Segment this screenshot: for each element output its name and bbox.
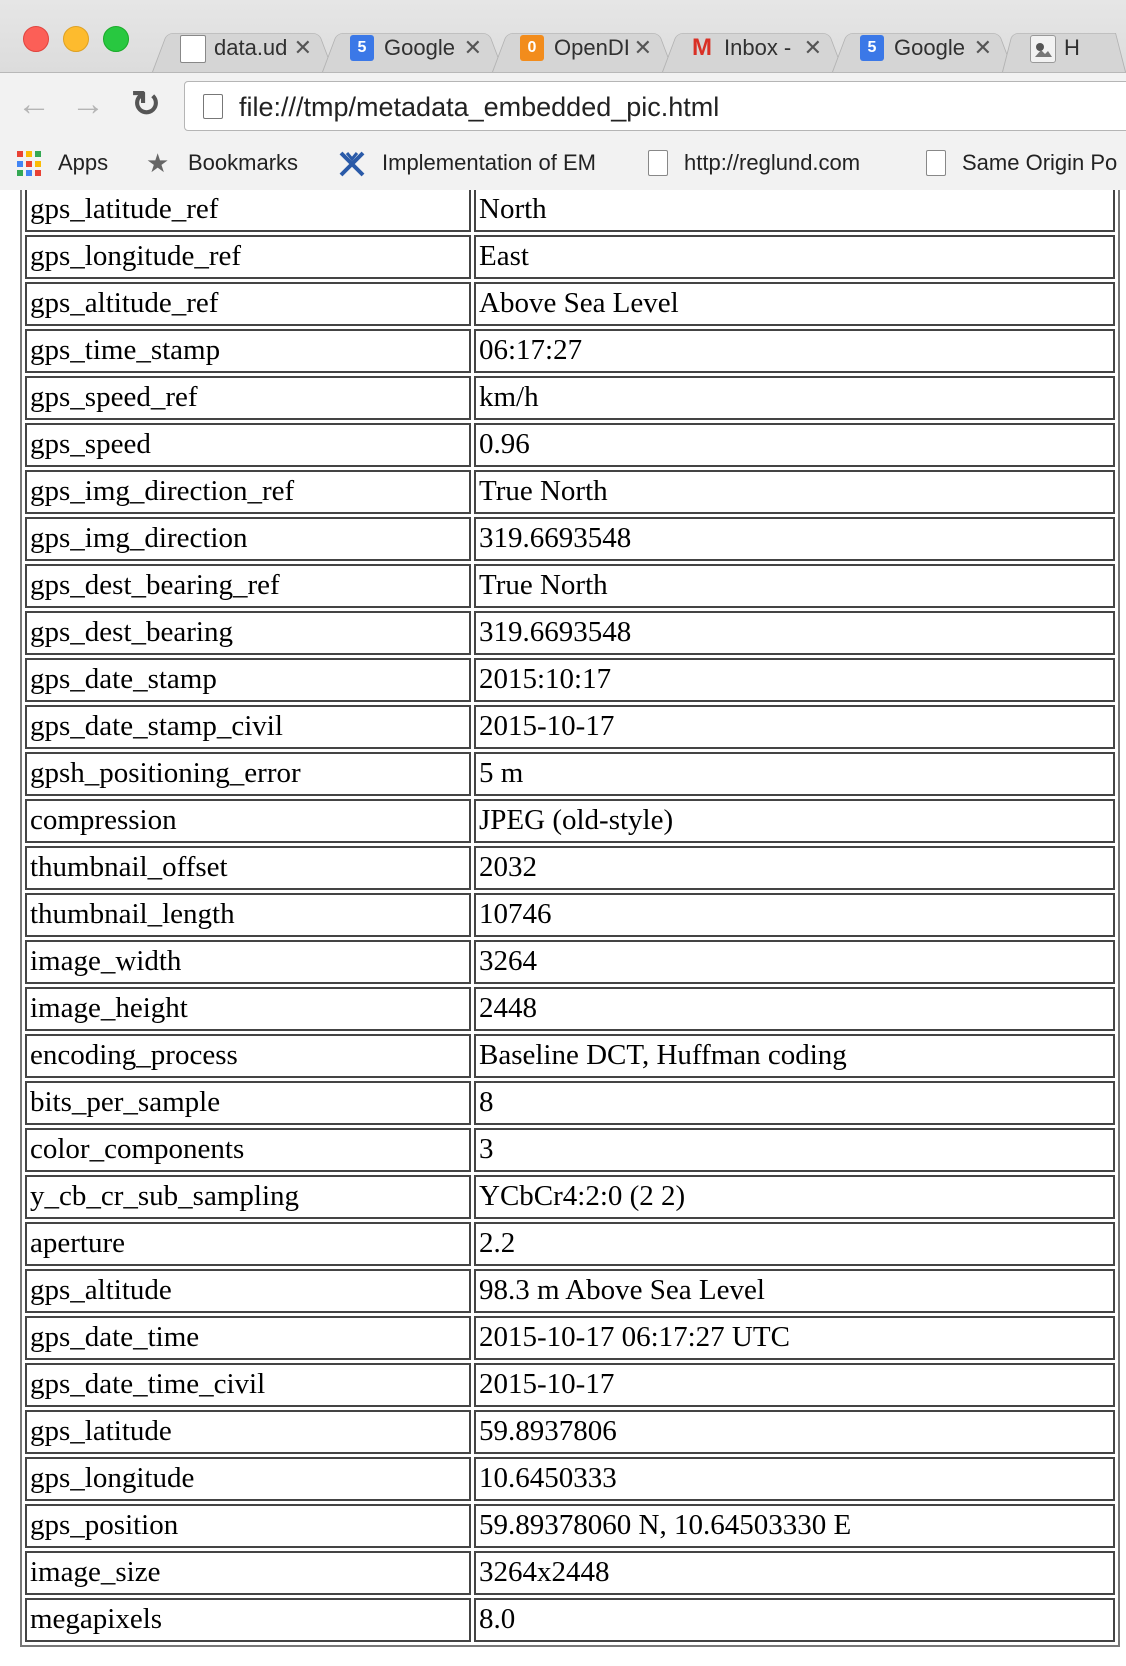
metadata-key: gps_position xyxy=(25,1504,471,1548)
metadata-value: 10.6450333 xyxy=(474,1457,1115,1501)
bookmarks-bar xyxy=(0,138,1126,191)
table-row xyxy=(25,1128,1115,1172)
metadata-key: gps_date_stamp_civil xyxy=(25,705,471,749)
table-row xyxy=(25,1081,1115,1125)
close-tab-icon[interactable]: ✕ xyxy=(973,35,992,60)
page-icon xyxy=(203,94,223,119)
table-row xyxy=(25,1457,1115,1501)
metadata-key: thumbnail_length xyxy=(25,893,471,937)
close-tab-icon[interactable]: ✕ xyxy=(633,35,652,60)
metadata-value: YCbCr4:2:0 (2 2) xyxy=(474,1175,1115,1219)
metadata-key: gps_longitude_ref xyxy=(25,235,471,279)
tab-opendi[interactable] xyxy=(492,24,674,72)
back-arrow-icon[interactable]: ← xyxy=(17,85,51,123)
metadata-value: True North xyxy=(474,564,1115,608)
metadata-key: y_cb_cr_sub_sampling xyxy=(25,1175,471,1219)
browser-chrome xyxy=(0,0,1126,190)
metadata-value: JPEG (old-style) xyxy=(474,799,1115,843)
table-row xyxy=(25,1269,1115,1313)
metadata-value: 59.8937806 xyxy=(474,1410,1115,1454)
metadata-value: 3264 xyxy=(474,940,1115,984)
document-icon xyxy=(180,35,206,63)
bookmark-implementation-of-em[interactable] xyxy=(338,148,618,178)
metadata-value: 2032 xyxy=(474,846,1115,890)
tab-label: data.ud xyxy=(214,35,288,60)
gmail-icon: M xyxy=(692,34,712,61)
metadata-key: gps_date_time xyxy=(25,1316,471,1360)
metadata-key: gpsh_positioning_error xyxy=(25,752,471,796)
metadata-key: color_components xyxy=(25,1128,471,1172)
table-row xyxy=(25,1316,1115,1360)
table-row xyxy=(25,1034,1115,1078)
bookmark-apps[interactable] xyxy=(16,148,126,178)
metadata-key: aperture xyxy=(25,1222,471,1266)
close-tab-icon[interactable]: ✕ xyxy=(463,35,482,60)
metadata-key: megapixels xyxy=(25,1598,471,1642)
bookmark-bookmarks[interactable] xyxy=(146,148,316,178)
tab-google-1[interactable] xyxy=(322,24,504,72)
metadata-key: gps_dest_bearing_ref xyxy=(25,564,471,608)
table-row xyxy=(25,940,1115,984)
metadata-key: gps_latitude_ref xyxy=(25,190,471,232)
table-row xyxy=(25,329,1115,373)
close-tab-icon[interactable]: ✕ xyxy=(293,35,312,60)
metadata-key: gps_dest_bearing xyxy=(25,611,471,655)
metadata-key: image_size xyxy=(25,1551,471,1595)
table-row xyxy=(25,235,1115,279)
bookmark-label: Bookmarks xyxy=(188,150,299,175)
tab-h[interactable] xyxy=(1002,24,1126,72)
metadata-value: 2015-10-17 xyxy=(474,705,1115,749)
document-icon xyxy=(926,150,946,176)
table-row xyxy=(25,1363,1115,1407)
table-row xyxy=(25,893,1115,937)
metadata-value: North xyxy=(474,190,1115,232)
table-row xyxy=(25,658,1115,702)
metadata-key: encoding_process xyxy=(25,1034,471,1078)
table-row xyxy=(25,705,1115,749)
table-row xyxy=(25,752,1115,796)
metadata-table xyxy=(20,190,1120,1647)
metadata-value: 3 xyxy=(474,1128,1115,1172)
close-tab-icon[interactable]: ✕ xyxy=(803,35,822,60)
metadata-value: Above Sea Level xyxy=(474,282,1115,326)
navigation-toolbar xyxy=(0,72,1126,139)
metadata-key: gps_speed_ref xyxy=(25,376,471,420)
zoom-window-button[interactable] xyxy=(103,26,129,52)
google-sheets-5-icon: 5 xyxy=(860,35,884,61)
table-row xyxy=(25,517,1115,561)
metadata-key: bits_per_sample xyxy=(25,1081,471,1125)
metadata-key: gps_latitude xyxy=(25,1410,471,1454)
metadata-value: 8 xyxy=(474,1081,1115,1125)
table-row xyxy=(25,470,1115,514)
metadata-value: 2.2 xyxy=(474,1222,1115,1266)
image-icon xyxy=(1030,35,1056,63)
tab-label: Inbox - xyxy=(724,35,792,60)
metadata-value: 2448 xyxy=(474,987,1115,1031)
metadata-key: gps_altitude xyxy=(25,1269,471,1313)
table-row xyxy=(25,1175,1115,1219)
metadata-key: image_width xyxy=(25,940,471,984)
metadata-key: thumbnail_offset xyxy=(25,846,471,890)
forward-arrow-icon[interactable]: → xyxy=(71,85,105,123)
bookmark-reglund[interactable] xyxy=(642,148,892,178)
metadata-value: 5 m xyxy=(474,752,1115,796)
metadata-key: gps_longitude xyxy=(25,1457,471,1501)
close-window-button[interactable] xyxy=(23,26,49,52)
metadata-key: gps_date_time_civil xyxy=(25,1363,471,1407)
reload-icon[interactable]: ↻ xyxy=(130,83,162,124)
table-row xyxy=(25,1598,1115,1642)
metadata-key: image_height xyxy=(25,987,471,1031)
metadata-key: gps_time_stamp xyxy=(25,329,471,373)
metadata-key: gps_date_stamp xyxy=(25,658,471,702)
table-row xyxy=(25,846,1115,890)
address-url[interactable]: file:///tmp/metadata_embedded_pic.html xyxy=(239,92,720,122)
metadata-value: 10746 xyxy=(474,893,1115,937)
tab-data-ud[interactable] xyxy=(152,24,334,72)
table-row xyxy=(25,376,1115,420)
metadata-value: 319.6693548 xyxy=(474,517,1115,561)
table-row xyxy=(25,1551,1115,1595)
table-row xyxy=(25,1504,1115,1548)
tab-label: Google xyxy=(384,35,455,60)
metadata-value: East xyxy=(474,235,1115,279)
metadata-value: 98.3 m Above Sea Level xyxy=(474,1269,1115,1313)
metadata-value: 0.96 xyxy=(474,423,1115,467)
page-content xyxy=(0,190,1126,1666)
tab-inbox[interactable] xyxy=(662,24,844,72)
document-icon xyxy=(648,150,668,176)
metadata-key: gps_img_direction xyxy=(25,517,471,561)
metadata-key: compression xyxy=(25,799,471,843)
metadata-value: True North xyxy=(474,470,1115,514)
star-icon: ★ xyxy=(146,148,170,178)
bookmark-label: http://reglund.com xyxy=(684,150,861,175)
metadata-key: gps_speed xyxy=(25,423,471,467)
table-row xyxy=(25,799,1115,843)
table-row xyxy=(25,987,1115,1031)
metadata-value: 2015-10-17 xyxy=(474,1363,1115,1407)
metadata-value: 2015-10-17 06:17:27 UTC xyxy=(474,1316,1115,1360)
metadata-value: km/h xyxy=(474,376,1115,420)
metadata-value: 06:17:27 xyxy=(474,329,1115,373)
x-logo-icon xyxy=(338,150,364,176)
metadata-value: 2015:10:17 xyxy=(474,658,1115,702)
bookmark-label: Apps xyxy=(58,150,109,175)
metadata-key: gps_altitude_ref xyxy=(25,282,471,326)
bookmark-label: Implementation of EM xyxy=(382,150,596,175)
table-row xyxy=(25,1410,1115,1454)
table-row xyxy=(25,564,1115,608)
metadata-value: 8.0 xyxy=(474,1598,1115,1642)
bookmark-label: Same Origin Po xyxy=(962,150,1118,175)
table-row xyxy=(25,1222,1115,1266)
metadata-value: 59.89378060 N, 10.64503330 E xyxy=(474,1504,1115,1548)
tab-label: H xyxy=(1064,35,1080,60)
table-row xyxy=(25,423,1115,467)
metadata-value: 3264x2448 xyxy=(474,1551,1115,1595)
table-row xyxy=(25,611,1115,655)
metadata-key: gps_img_direction_ref xyxy=(25,470,471,514)
tab-google-2[interactable] xyxy=(832,24,1014,72)
table-row xyxy=(25,282,1115,326)
metadata-value: Baseline DCT, Huffman coding xyxy=(474,1034,1115,1078)
tab-label: Google xyxy=(894,35,965,60)
table-row xyxy=(25,190,1115,232)
metadata-value: 319.6693548 xyxy=(474,611,1115,655)
tab-strip xyxy=(0,0,1126,72)
apps-grid-icon xyxy=(16,150,44,178)
google-sheets-5-icon: 5 xyxy=(350,35,374,61)
address-bar[interactable] xyxy=(184,81,1126,131)
tab-label: OpenDI xyxy=(554,35,630,60)
minimize-window-button[interactable] xyxy=(63,26,89,52)
bookmark-same-origin[interactable] xyxy=(920,148,1126,178)
opendi-icon: 0 xyxy=(520,35,544,61)
